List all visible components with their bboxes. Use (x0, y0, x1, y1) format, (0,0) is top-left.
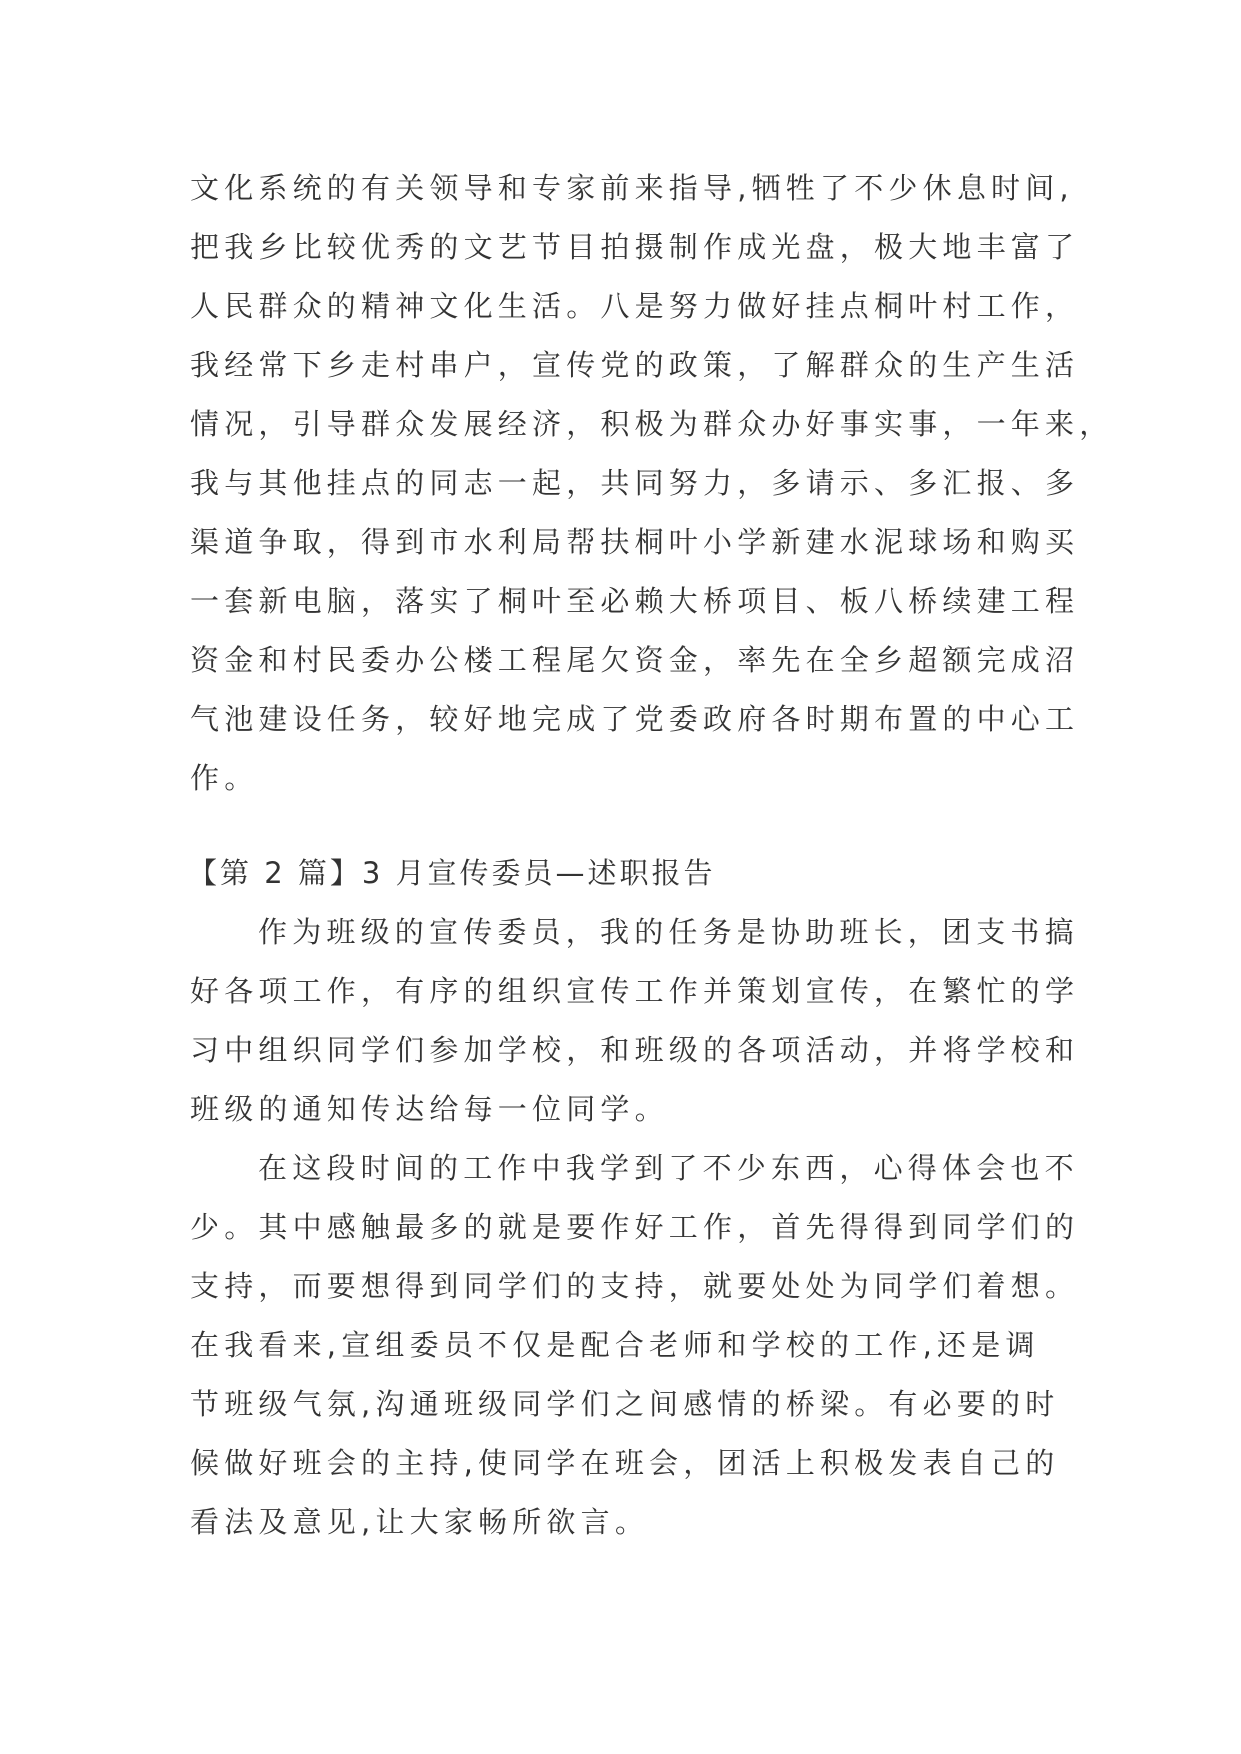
paragraph-line: 班级的通知传达给每一位同学。 (190, 1092, 669, 1126)
paragraph-line: 我与其他挂点的同志一起，共同努力，多请示、多汇报、多 (190, 466, 1080, 500)
paragraph-line: 人民群众的精神文化生活。八是努力做好挂点桐叶村工作， (190, 289, 1080, 323)
paragraph-line: 习中组织同学们参加学校，和班级的各项活动，并将学校和 (190, 1033, 1080, 1067)
paragraph-line: 作为班级的宣传委员，我的任务是协助班长，团支书搞 (258, 915, 1079, 949)
paragraph-line: 气池建设任务，较好地完成了党委政府各时期布置的中心工 (190, 702, 1080, 736)
paragraph-line: 候做好班会的主持,使同学在班会，团活上积极发表自己的 (190, 1446, 1060, 1480)
section-heading: 【第 2 篇】3 月宣传委员—述职报告 (188, 856, 716, 890)
paragraph-line: 我经常下乡走村串户，宣传党的政策，了解群众的生产生活 (190, 348, 1080, 382)
paragraph-line: 在这段时间的工作中我学到了不少东西，心得体会也不 (258, 1151, 1079, 1185)
paragraph-line: 资金和村民委办公楼工程尾欠资金，率先在全乡超额完成沼 (190, 643, 1080, 677)
paragraph-line: 把我乡比较优秀的文艺节目拍摄制作成光盘，极大地丰富了 (190, 230, 1080, 264)
paragraph-line: 一套新电脑，落实了桐叶至必赖大桥项目、板八桥续建工程 (190, 584, 1080, 618)
paragraph-line: 支持，而要想得到同学们的支持，就要处处为同学们着想。 (190, 1269, 1080, 1303)
paragraph-line: 文化系统的有关领导和专家前来指导,牺牲了不少休息时间, (190, 171, 1074, 205)
paragraph-line: 情况，引导群众发展经济，积极为群众办好事实事，一年来， (190, 407, 1114, 441)
paragraph-line: 少。其中感触最多的就是要作好工作，首先得得到同学们的 (190, 1210, 1080, 1244)
paragraph-line: 好各项工作，有序的组织宣传工作并策划宣传，在繁忙的学 (190, 974, 1080, 1008)
paragraph-line: 在我看来,宣组委员不仅是配合老师和学校的工作,还是调 (190, 1328, 1040, 1362)
paragraph-line: 作。 (190, 761, 259, 795)
paragraph-line: 看法及意见,让大家畅所欲言。 (190, 1505, 650, 1539)
paragraph-line: 节班级气氛,沟通班级同学们之间感情的桥梁。有必要的时 (190, 1387, 1060, 1421)
paragraph-line: 渠道争取，得到市水利局帮扶桐叶小学新建水泥球场和购买 (190, 525, 1080, 559)
